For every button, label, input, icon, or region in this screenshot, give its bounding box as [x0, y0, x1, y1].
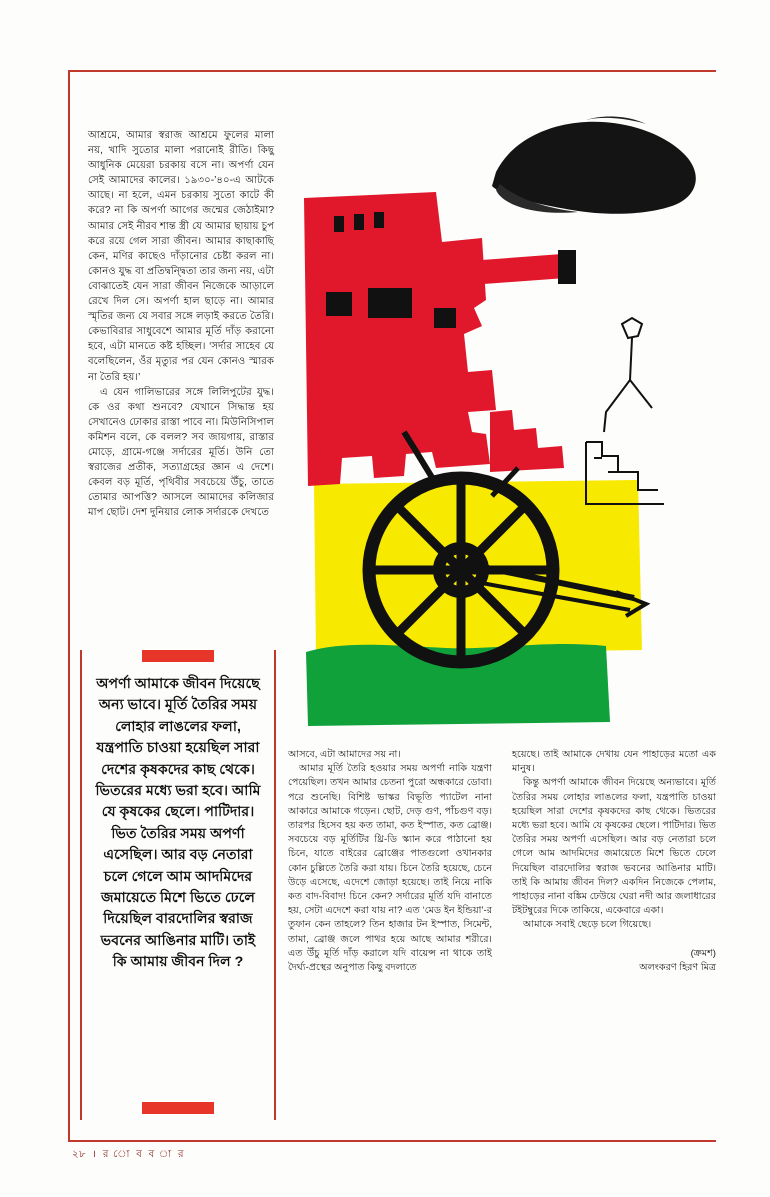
paragraph: আসবে, এটা আমাদের সয় না। — [288, 749, 401, 760]
bottom-rule — [68, 1140, 716, 1142]
line-drawing — [586, 318, 664, 504]
paragraph: কিন্তু অপর্ণা আমাকে জীবন দিয়েছে অন্যভাবে। মূর্তি তৈরির সময় লোহার লাঙলের ফলা, যন্ত্রপাতি চাওয়া হয়েছিল সারা দেশের কৃষকদের কাছ থেকে। ভিতরের মধ্যে ভরা হবে। আমি যে কৃষকের ছেলে। পাটিদার। ভিত তৈরির সময় অপর্ণা এসেছিল। আর বড় নেতারা চলে গেলে আম আদমিদের জমায়েতে মিশে ভিতে ঢেলে দিয়েছিল বারদোলির স্বরাজ ভবনের আঙিনার মাটি। তাই কি আমায় জীবন দিল? একদিন নিজেকে পেলাম, পাহাড়ের নানা বঙ্কিম ঢেউয়ে ঘেরা নদী আর জলাধারের টইটম্বুরের দিকে তাকিয়ে, একেবারে একা। — [512, 777, 716, 917]
footer-separator: । — [92, 1149, 97, 1160]
illustration-credit: অলংকরণ হিরণ মিত্র — [639, 961, 716, 973]
paragraph: আমাকে সবাই ছেড়ে চলে গিয়েছে। — [523, 919, 652, 931]
pull-quote-box — [80, 650, 276, 1120]
paragraph: হয়েছে। তাই আমাকে দেখায় যেন পাহাড়ের মতো এক মানুষ। — [512, 749, 716, 775]
page-footer — [72, 1146, 185, 1164]
illustration — [286, 112, 718, 732]
paragraph: এ যেন গালিভারের সঙ্গে লিলিপুটের যুদ্ধ। কে ওর কথা শুনবে? যেখানে সিদ্ধান্ত হয় সেখানেও ঢোকার রাস্তা পাবে না। মিউনিসিপাল কমিশন বলে, কে বলল? সব জায়গায়, রাস্তার মোড়ে, গ্রামে-গঞ্জে সর্দারের মূর্তি। উনি তো স্বরাজের প্রতীক, সত্যাগ্রহের জ্ঞান এ দেশে। কেবল বড় মূর্তি, পৃথিবীর সবচেয়ে উঁচু, তাতে তোমার আপত্তি? আসলে আমাদের কলিজার মাপ ছোট। দেশ দুনিয়ার লোক সর্দারকে দেখতে — [88, 386, 274, 519]
paragraph: আশ্রমে, আমার স্বরাজ আশ্রমে ফুলের মালা নয়, খাদি সুতোর মালা পরানোই রীতি। কিছু আধুনিক মেয়েরা চরকায় বসে না। অপর্ণা যেন সেই আমাদের কালের। ১৯৩০-’৪০-এ আটকে আছে। না হলে, এমন চরকায় সুতো কাটে কী করে? না কি অপর্ণা আগের জন্মের জেঠাইমা? আমার সেই নীরব শান্ত স্ত্রী যে আমার ছায়ায় চুপ করে রয়ে গেল সারা জীবন। আমার কাছাকাছি কেন, মণির কাছেও দাঁড়ানোর চেষ্টা করল না। কোনও যুদ্ধ বা প্রতিদ্বন্দ্বিতা তার জন্য নয়, এটা বোঝাতেই যেন সারা জীবন নিজেকে আড়ালে রেখে দিল সে। অপর্ণা হাল ছাড়ে না। আমার স্মৃতির জন্য যে সবার সঙ্গে লড়াই করতে তৈরি। কেভাবিরার সাধুবেশে আমার মূর্তি দাঁড় করানো হবে, এটা মানতে কষ্ট হচ্ছিল। ‘সর্দার সাহেব যে বলেছিলেন, ওঁর মৃত্যুর পর যেন কোনও স্মারক না তৈরি হয়।’ — [88, 130, 274, 383]
pull-quote-text: অপর্ণা আমাকে জীবন দিয়েছে অন্য ভাবে। মূর্তি তৈরির সময় লোহার লাঙলের ফলা, যন্ত্রপাতি চাওয়া হয়েছিল সারা দেশের কৃষকদের কাছ থেকে। ভিতরের মধ্যে ভরা হবে। আমি যে কৃষকের ছেলে। পাটিদার। ভিত তৈরির সময় অপর্ণা এসেছিল। আর বড় নেতারা চলে গেলে আম আদমিদের জমায়েতে মিশে ভিতে ঢেলে দিয়েছিল বারদোলির স্বরাজ ভবনের আঙিনার মাটি। তাই কি আমায় জীবন দিল ? — [95, 676, 261, 971]
pull-quote-bottom-bar — [142, 1102, 214, 1114]
body-column-2 — [288, 748, 492, 975]
left-rule — [68, 70, 70, 1140]
black-rock-shape — [492, 117, 696, 214]
continued-label: (ক্রমশ) — [690, 947, 716, 959]
body-column-3 — [512, 748, 716, 975]
page-number: ২৮ — [72, 1149, 86, 1160]
magazine-name: র ো ব ব া র — [102, 1149, 186, 1160]
red-figure — [304, 192, 576, 486]
paragraph: আমার মূর্তি তৈরি হওয়ার সময় অপর্ণা নাকি যন্ত্রণা পেয়েছিল। তখন আমার চেতনা পুরো অন্ধকারে ডোবা। পরে শুনেছি। বিশিষ্ট ভাস্কর বিভূতি প্যাটেল নানা আকারে আমাকে গড়েন। ছোট, দেড় গুণ, পাঁচগুণ বড়। তারপর হিসেব হয় কত তামা, কত ইস্পাত, কত ব্রোঞ্জ। সবচেয়ে বড় মূর্তিটির থ্রি-ডি স্ক্যান করে পাঠানো হয় চিনে, যাতে বাইরের ব্রোঞ্জের পাতগুলো ওখানকার কোন চুল্লিতে তৈরি করা যায়। চিনে তৈরি হয়েছে, চেনে উড়ে এসেছে, এদেশে জোড়া হয়েছে। তাই নিয়ে নাকি কত বাদ-বিবাদ! চিনে কেন? সর্দারের মূর্তি যদি বানাতে হয়, সেটা এদেশে করা যায় না? এত ‘মেড ইন ইন্ডিয়া’-র তুফান কেন তাহলে? তিন হাজার টন ইস্পাত, সিমেন্ট, তামা, ব্রোঞ্জ জলে পাথর হয়ে আছে আমার শরীরে। এত উঁচু মূর্তি দাঁড় করালে যদি বায়েন্স না থাকে তাই দৈর্ঘ্য-প্রস্থের অনুপাত কিছু বদলাতে — [288, 763, 492, 974]
pull-quote-top-bar — [142, 650, 214, 662]
top-rule — [68, 70, 716, 72]
body-column-1 — [88, 128, 274, 520]
